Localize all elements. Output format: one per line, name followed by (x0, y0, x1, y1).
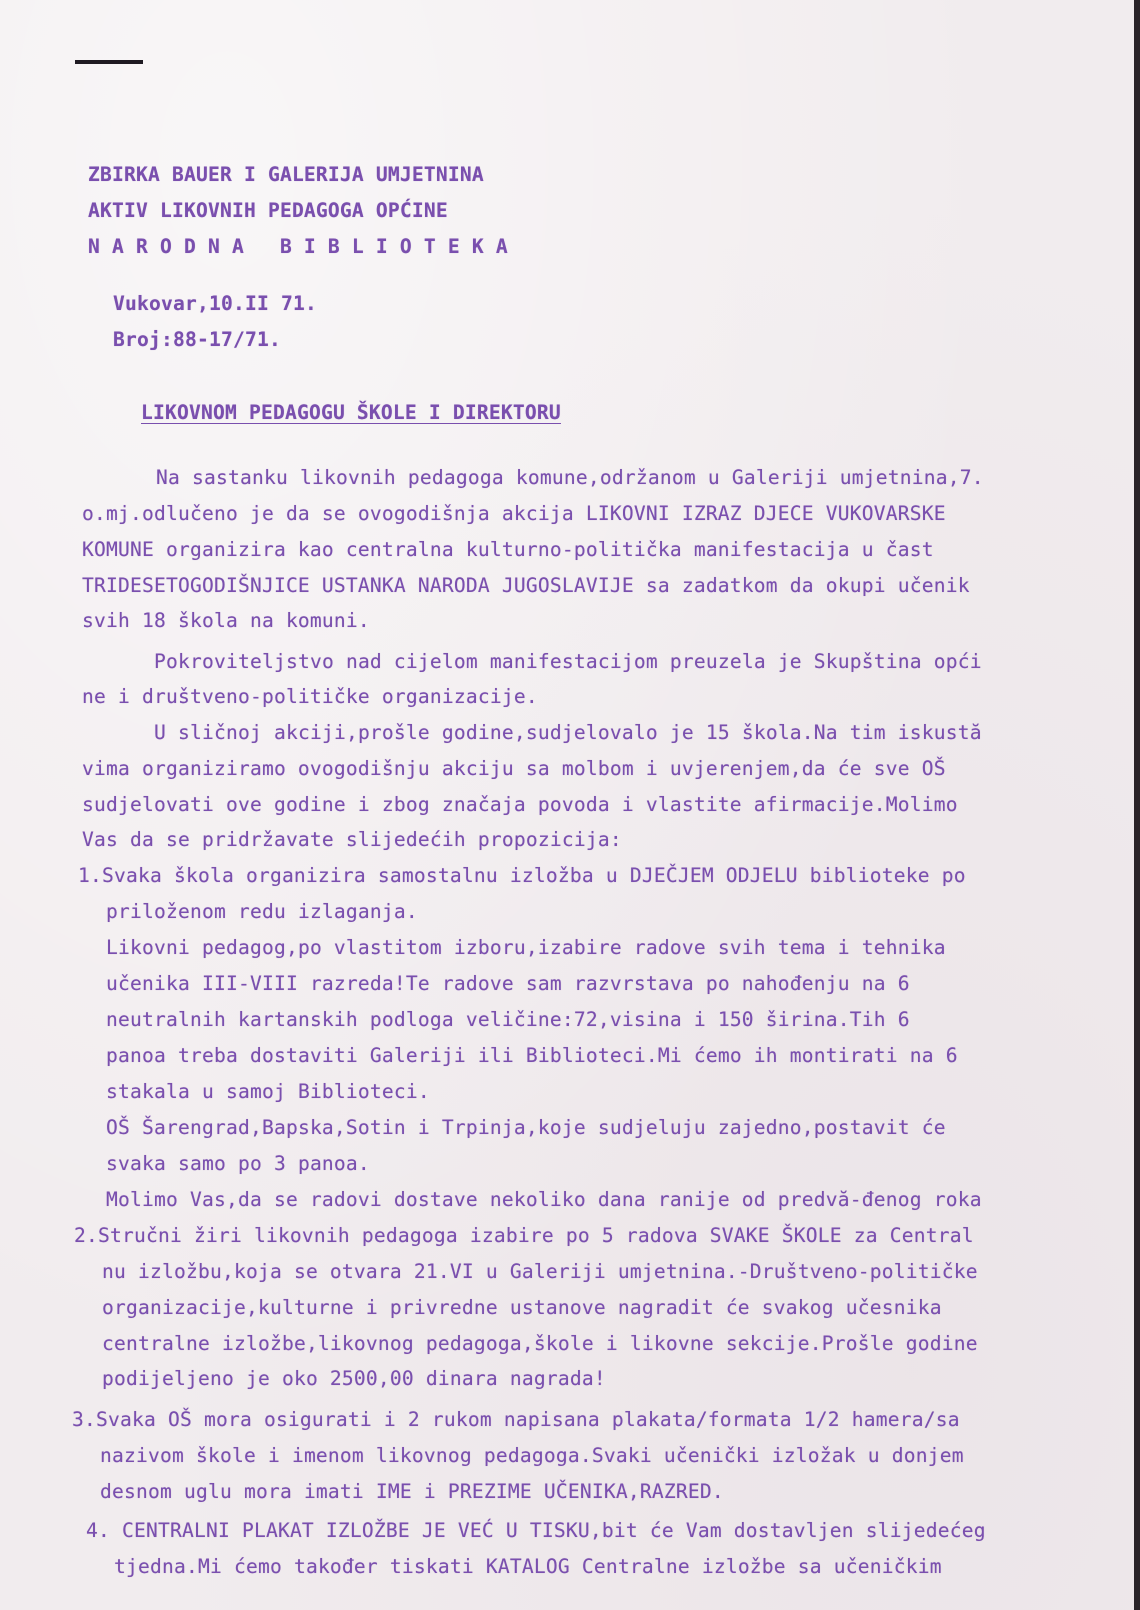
body-line: 4. CENTRALNI PLAKAT IZLOŽBE JE VEĆ U TISKU,bit će Vam dostavljen slijedećeg (86, 1519, 986, 1542)
body-line: U sličnoj akciji,prošle godine,sudjelovalo je 15 škola.Na tim iskustă (154, 721, 982, 744)
org-line-1: ZBIRKA BAUER I GALERIJA UMJETNINA (88, 163, 484, 186)
body-line: desnom uglu mora imati IME i PREZIME UČENIKA,RAZRED. (100, 1480, 724, 1503)
reference-number: Broj:88-17/71. (113, 328, 281, 351)
body-line: Na sastanku likovnih pedagoga komune,održanom u Galeriji umjetnina,7. (156, 466, 984, 489)
body-line: KOMUNE organizira kao centralna kulturno-politička manifestacija u čast (82, 538, 934, 561)
place-date: Vukovar,10.II 71. (113, 292, 317, 315)
body-line: 2.Stručni žiri likovnih pedagoga izabire po 5 radova SVAKE ŠKOLE za Central (74, 1224, 974, 1247)
body-line: vima organiziramo ovogodišnju akciju sa molbom i uvjerenjem,da će sve OŠ (82, 757, 946, 780)
body-line: OŠ Šarengrad,Bapska,Sotin i Trpinja,koje sudjeluju zajedno,postavit će (106, 1116, 946, 1139)
letter-title: LIKOVNOM PEDAGOGU ŠKOLE I DIREKTORU (141, 401, 561, 424)
body-line: Pokroviteljstvo nad cijelom manifestacijom preuzela je Skupština opći (154, 650, 982, 673)
body-line: nazivom škole i imenom likovnog pedagoga.Svaki učenički izložak u donjem (100, 1444, 964, 1467)
body-line: nu izložbu,koja se otvara 21.VI u Galeriji umjetnina.-Društveno-političke (102, 1260, 978, 1283)
ink-mark (75, 60, 143, 64)
body-line: ne i društveno-političke organizacije. (82, 685, 538, 708)
body-line: podijeljeno je oko 2500,00 dinara nagrada! (102, 1367, 606, 1390)
body-line: Likovni pedagog,po vlastitom izboru,izabire radove svih tema i tehnika (106, 936, 946, 959)
body-line: Vas da se pridržavate slijedećih propozicija: (82, 828, 622, 851)
body-line: TRIDESETOGODIŠNJICE USTANKA NARODA JUGOSLAVIJE sa zadatkom da okupi učenik (82, 574, 970, 597)
body-line: tjedna.Mi ćemo također tiskati KATALOG Centralne izložbe sa učeničkim (114, 1555, 942, 1578)
body-line: sudjelovati ove godine i zbog značaja povoda i vlastite afirmacije.Molimo (82, 793, 958, 816)
body-line: 3.Svaka OŠ mora osigurati i 2 rukom napisana plakata/formata 1/2 hamera/sa (72, 1408, 960, 1431)
body-line: 1.Svaka škola organizira samostalnu izložba u DJEČJEM ODJELU biblioteke po (78, 864, 966, 887)
scan-edge (1134, 0, 1140, 1610)
body-line: Molimo Vas,da se radovi dostave nekoliko dana ranije od predvă-đenog roka (106, 1188, 982, 1211)
body-line: o.mj.odlučeno je da se ovogodišnja akcija LIKOVNI IZRAZ DJECE VUKOVARSKE (82, 502, 946, 525)
body-line: organizacije,kulturne i privredne ustanove nagradit će svakog učesnika (102, 1296, 942, 1319)
body-line: svaka samo po 3 panoa. (106, 1152, 370, 1175)
body-line: učenika III-VIII razreda!Te radove sam razvrstava po nahođenju na 6 (106, 972, 910, 995)
org-line-3: N A R O D N A B I B L I O T E K A (88, 235, 508, 258)
body-line: neutralnih kartanskih podloga veličine:72,visina i 150 širina.Tih 6 (106, 1008, 910, 1031)
org-line-2: AKTIV LIKOVNIH PEDAGOGA OPĆINE (88, 199, 448, 222)
body-line: centralne izložbe,likovnog pedagoga,škole i likovne sekcije.Prošle godine (102, 1332, 978, 1355)
body-line: svih 18 škola na komuni. (82, 609, 370, 632)
body-line: stakala u samoj Biblioteci. (106, 1080, 430, 1103)
body-line: panoa treba dostaviti Galeriji ili Biblioteci.Mi ćemo ih montirati na 6 (106, 1044, 958, 1067)
body-line: priloženom redu izlaganja. (106, 900, 418, 923)
